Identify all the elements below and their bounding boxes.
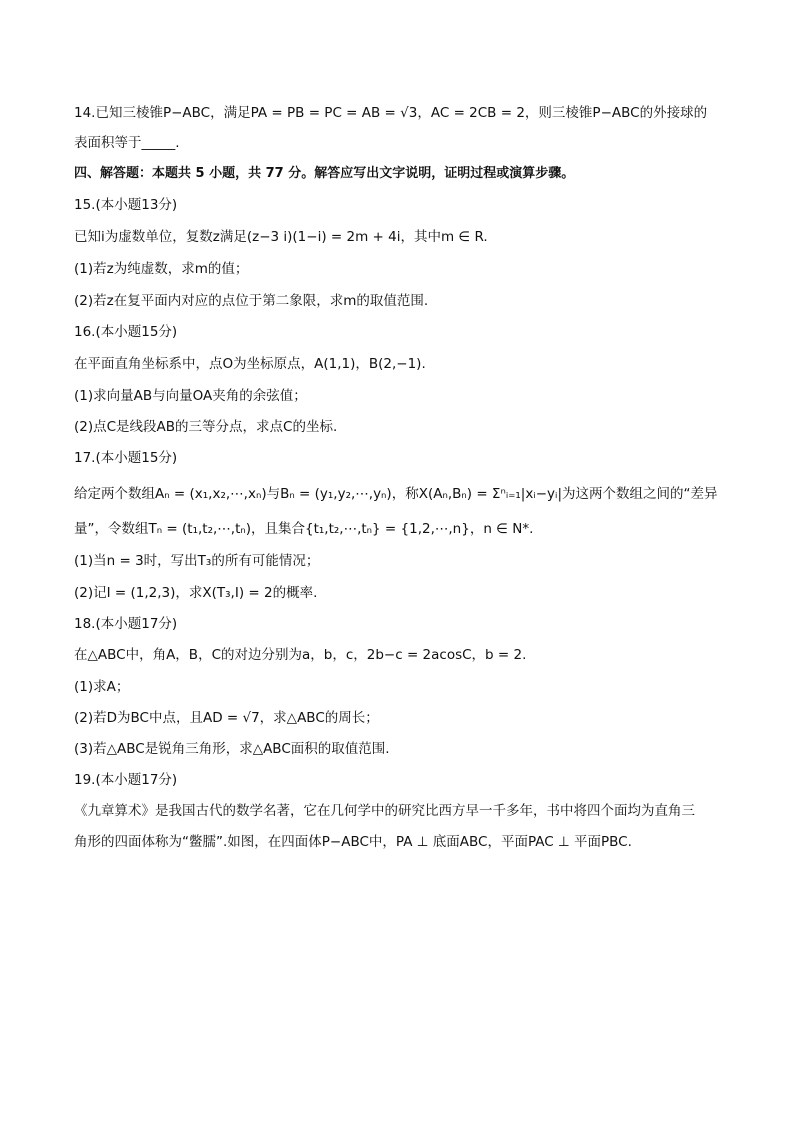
q19-stem1: 《九章算术》是我国古代的数学名著，它在几何学中的研究比西方早一千多年，书中将四个面均为直角三 xyxy=(74,803,695,819)
q17-stem1: 给定两个数组Aₙ = (x₁,x₂,⋯,xₙ)与Bₙ = (y₁,y₂,⋯,yₙ)，称X(Aₙ,Bₙ) = Σⁿᵢ₌₁|xᵢ−yᵢ|为这两个数组之间的“差异 xyxy=(74,486,718,502)
q19-stem2: 角形的四面体称为“鳖臑”.如图，在四面体P−ABC中，PA ⊥ 底面ABC，平面PAC ⊥ 平面PBC. xyxy=(74,834,632,850)
q16-stem: 在平面直角坐标系中，点O为坐标原点，A(1,1)，B(2,−1). xyxy=(74,356,426,372)
q17-header: 17.(本小题15分) xyxy=(74,450,178,466)
q16-part1: (1)求向量AB与向量OA夹角的余弦值； xyxy=(74,388,307,404)
q17-part2: (2)记I = (1,2,3)，求X(T₃,I) = 2的概率. xyxy=(74,585,318,601)
q17-stem2: 量”，令数组Tₙ = (t₁,t₂,⋯,tₙ)，且集合{t₁,t₂,⋯,tₙ} = {1,2,⋯,n}，n ∈ N*. xyxy=(74,521,534,537)
q16-part2: (2)点C是线段AB的三等分点，求点C的坐标. xyxy=(74,419,338,435)
q15-header: 15.(本小题13分) xyxy=(74,197,178,213)
q18-part3: (3)若△ABC是锐角三角形，求△ABC面积的取值范围. xyxy=(74,741,390,757)
q15-stem: 已知i为虚数单位，复数z满足(z−3 i)(1−i) = 2m + 4i，其中m ∈ R. xyxy=(74,229,488,245)
q18-header: 18.(本小题17分) xyxy=(74,616,178,632)
section-4-heading: 四、解答题：本题共 5 小题，共 77 分。解答应写出文字说明，证明过程或演算步骤。 xyxy=(74,166,575,181)
q18-part1: (1)求A； xyxy=(74,679,130,695)
q16-header: 16.(本小题15分) xyxy=(74,324,178,340)
q15-part2: (2)若z在复平面内对应的点位于第二象限，求m的取值范围. xyxy=(74,293,429,309)
q14-line2: 表面积等于_____. xyxy=(74,135,180,151)
q18-part2: (2)若D为BC中点，且AD = √7，求△ABC的周长； xyxy=(74,710,379,726)
q19-header: 19.(本小题17分) xyxy=(74,772,178,788)
q17-part1: (1)当n = 3时，写出T₃的所有可能情况； xyxy=(74,553,320,569)
q18-stem: 在△ABC中，角A，B，C的对边分别为a，b，c，2b−c = 2acosC，b = 2. xyxy=(74,647,527,663)
q15-part1: (1)若z为纯虚数，求m的值； xyxy=(74,261,249,277)
q14-line1: 14.已知三棱锥P−ABC，满足PA = PB = PC = AB = √3，AC = 2CB = 2，则三棱锥P−ABC的外接球的 xyxy=(74,105,708,121)
